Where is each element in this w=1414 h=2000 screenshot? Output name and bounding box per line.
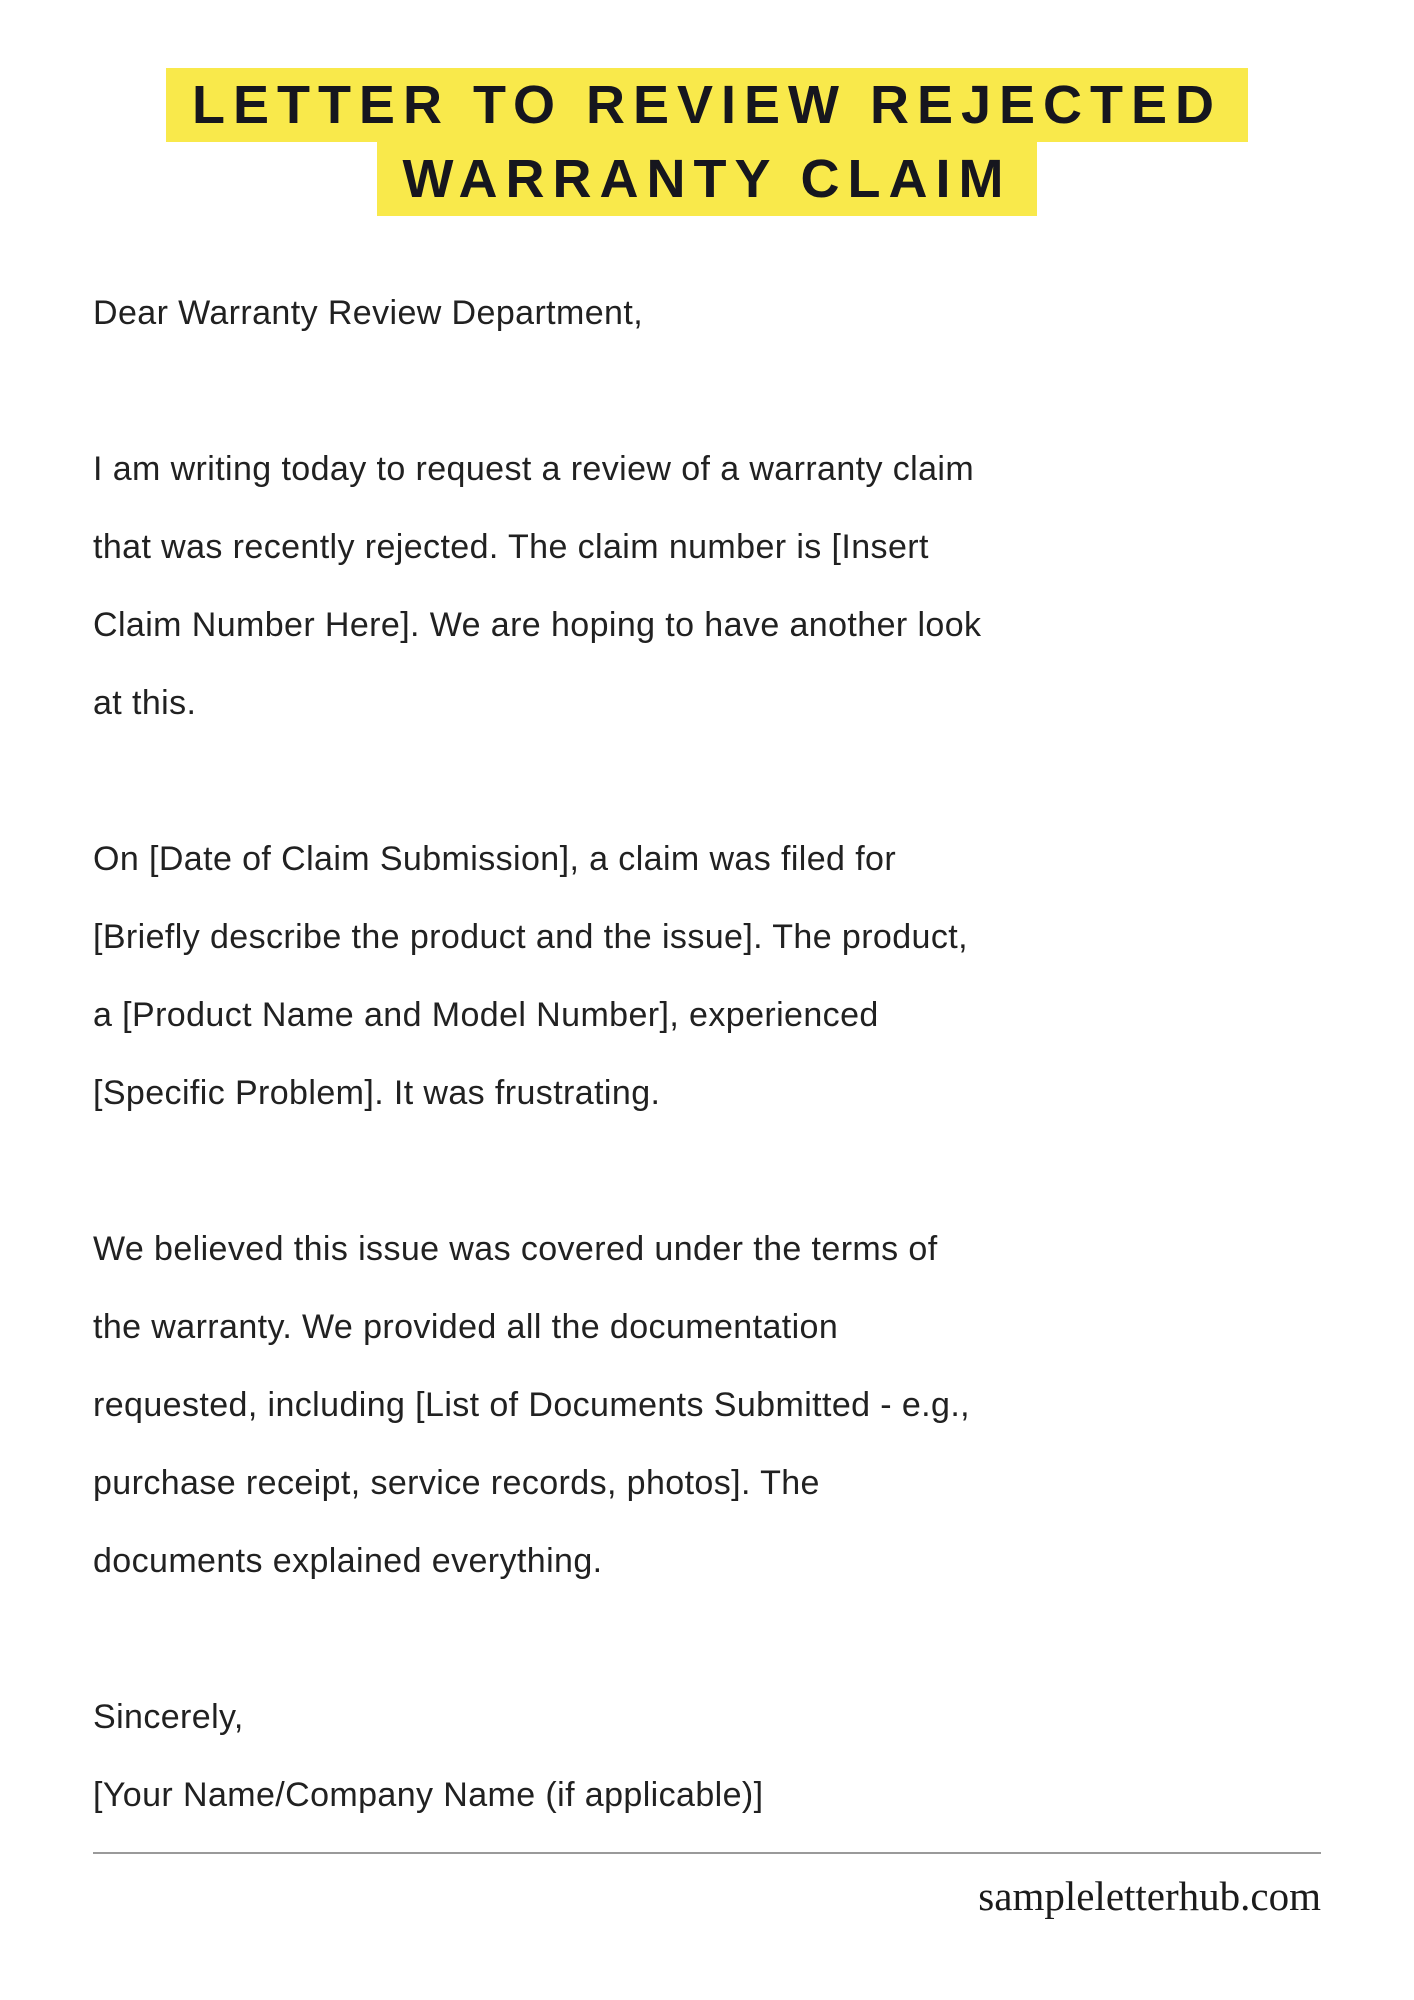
- paragraph-line: [Specific Problem]. It was frustrating.: [93, 1074, 661, 1112]
- letter-body: [93, 216, 1321, 1834]
- paragraph-line: purchase receipt, service records, photos]. The: [93, 1464, 820, 1502]
- closing: Sincerely,: [93, 1698, 244, 1736]
- salutation: Dear Warranty Review Department,: [93, 294, 644, 332]
- paragraph-line: a [Product Name and Model Number], experienced: [93, 996, 879, 1034]
- paragraph-line: On [Date of Claim Submission], a claim was filed for: [93, 840, 897, 878]
- paragraph-line: requested, including [List of Documents Submitted - e.g.,: [93, 1386, 971, 1424]
- paragraph-line: at this.: [93, 684, 197, 722]
- paragraph-line: that was recently rejected. The claim number is [Insert: [93, 528, 929, 566]
- closing-block: [93, 1678, 1321, 1834]
- page-title-line-2: WARRANTY CLAIM: [377, 142, 1038, 216]
- footer-website: sampleletterhub.com: [978, 1873, 1321, 1919]
- paragraph: [93, 820, 1321, 1132]
- paragraph-line: documents explained everything.: [93, 1542, 603, 1580]
- paragraph-line: We believed this issue was covered under the terms of: [93, 1230, 938, 1268]
- page-title-line-1: LETTER TO REVIEW REJECTED: [166, 68, 1248, 142]
- paragraph-line: [Briefly describe the product and the issue]. The product,: [93, 918, 968, 956]
- paragraph: [93, 1210, 1321, 1600]
- paragraph: [93, 430, 1321, 742]
- page-title: [93, 68, 1321, 216]
- paragraph-line: I am writing today to request a review of a warranty claim: [93, 450, 975, 488]
- paragraph-line: Claim Number Here]. We are hoping to have another look: [93, 606, 982, 644]
- signature-placeholder: [Your Name/Company Name (if applicable)]: [93, 1776, 764, 1814]
- letter-paragraphs: [93, 430, 1321, 1600]
- page-footer: [93, 1852, 1321, 2000]
- paragraph-line: the warranty. We provided all the documentation: [93, 1308, 839, 1346]
